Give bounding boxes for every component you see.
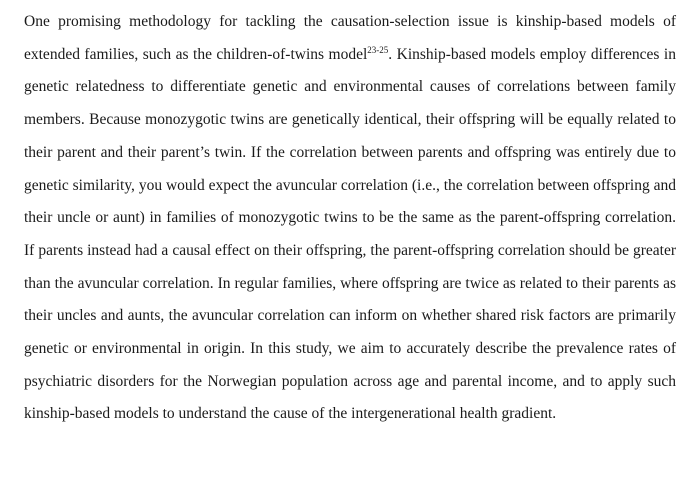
paragraph-text-after-citation: . Kinship-based models employ differences in genetic relatedness to differentiate genetic and environmental causes of correlations between family members. Because monozygotic twins are genetically identical, their offspring will be equally related to their parent and their parent’s twin. If the correlation between parents and offspring was entirely due to genetic similarity, you would expect the avuncular correlation (i.e., the correlation between offspring and their uncle or aunt) in families of monozygotic twins to be the same as the parent-offspring correlation. If parents instead had a causal effect on their offspring, the parent-offspring correlation should be greater than the avuncular correlation. In regular families, where offspring are twice as related to their parents as their uncles and aunts, the avuncular correlation can inform on whether shared risk factors are primarily genetic or environmental in origin. In this study, we aim to accurately describe the prevalence rates of psychiatric disorders for the Norwegian population across age and parental income, and to apply such kinship-based models to understand the cause of the intergenerational health gradient.	[24, 45, 676, 423]
paragraph-text-before-citation: One promising methodology for tackling the causation-selection issue is kinship-based models of extended families, such as the children-of-twins model	[24, 13, 676, 63]
citation-superscript: 23-25	[367, 44, 389, 55]
body-paragraph	[24, 6, 676, 431]
